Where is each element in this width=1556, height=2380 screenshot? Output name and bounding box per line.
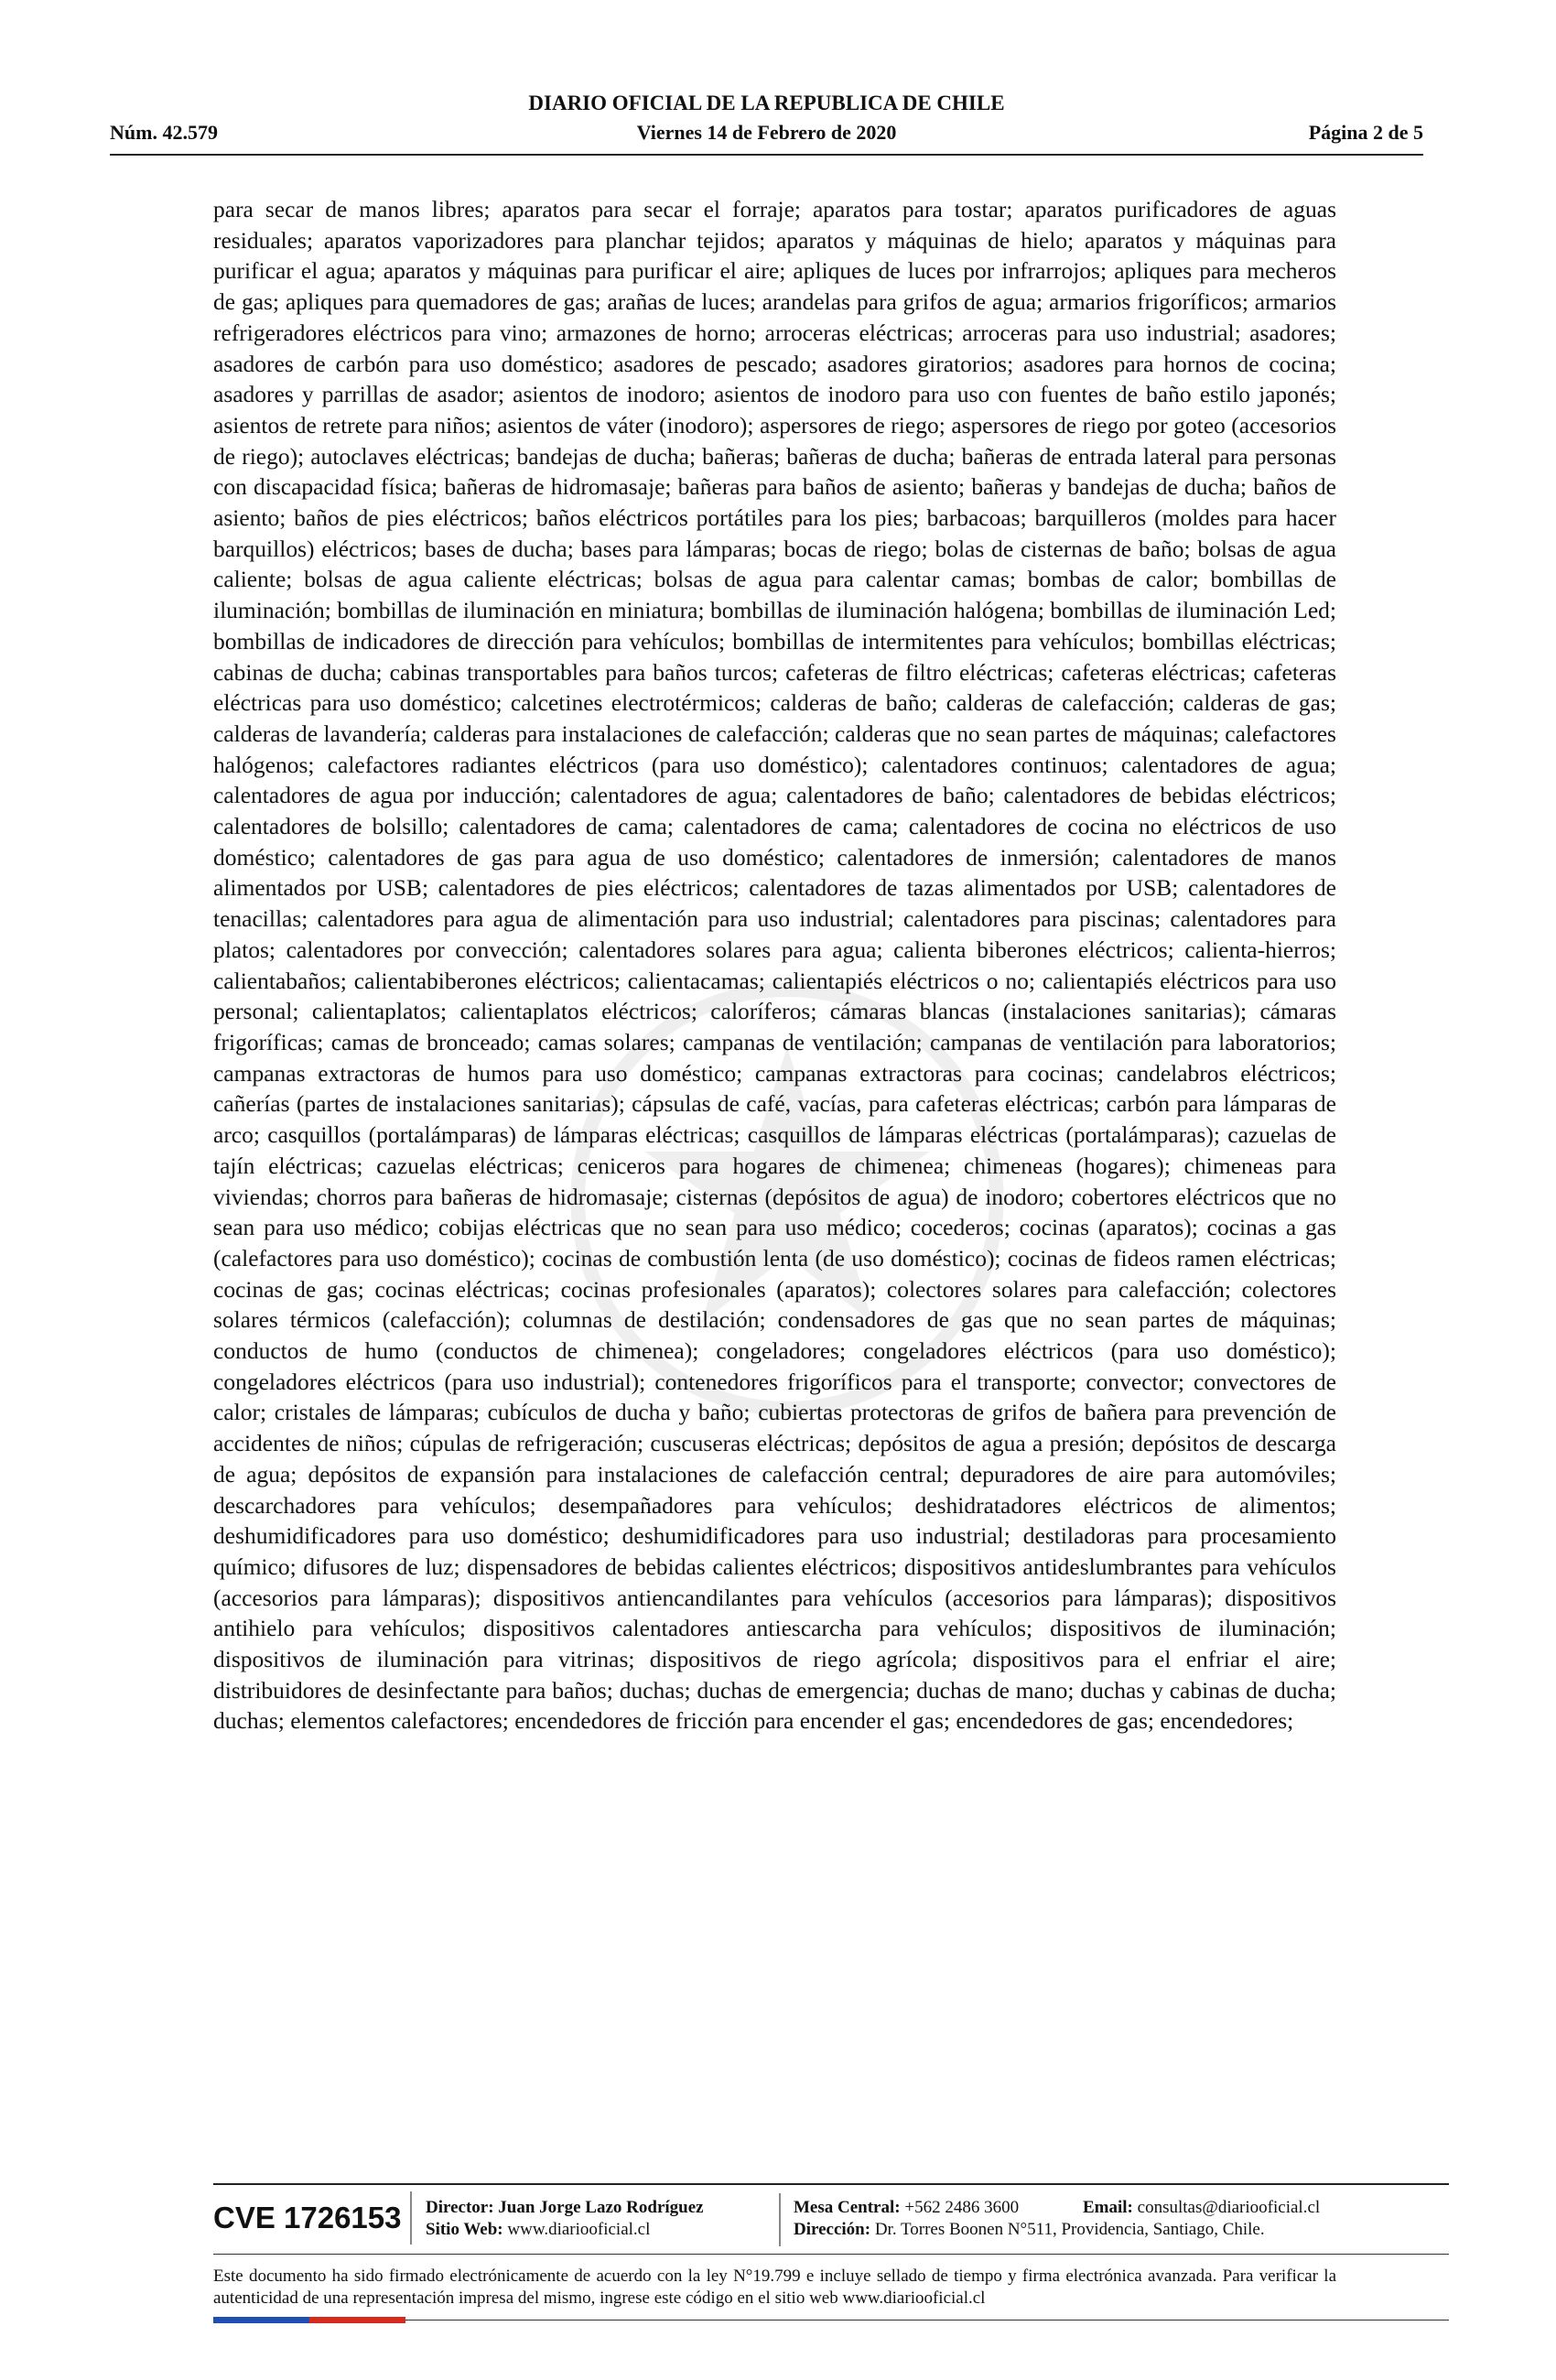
site-label: Sitio Web: bbox=[426, 2220, 503, 2239]
header-divider bbox=[110, 154, 1423, 156]
footer-divider-mid bbox=[213, 2254, 1449, 2255]
address-label: Dirección: bbox=[794, 2220, 871, 2239]
issue-number: Núm. 42.579 bbox=[110, 121, 218, 144]
address-value: Dr. Torres Boonen N°511, Providencia, Santiago, Chile. bbox=[874, 2220, 1265, 2239]
cve-code: CVE 1726153 bbox=[213, 2191, 412, 2245]
issue-date: Viernes 14 de Febrero de 2020 bbox=[636, 121, 897, 144]
document-body-text: para secar de manos libres; aparatos para secar el forraje; aparatos para tostar; aparatos purificadores de aguas residuales; aparatos vaporizadores para planchar tejidos; aparatos y máquinas de hielo; aparatos y máquinas para purificar el agua; aparatos y máquinas para purificar el aire; apliques de luces por infrarrojos; apliques para mecheros de gas; apliques para quemadores de gas; arañas de luces; arandelas para grifos de agua; armarios frigoríficos; armarios refrigeradores eléctricos para vino; armazones de horno; arroceras eléctricas; arroceras para uso industrial; asadores; asadores de carbón para uso doméstico; asadores de pescado; asadores giratorios; asadores para hornos de cocina; asadores y parrillas de asador; asientos de inodoro; asientos de inodoro para uso con fuentes de baño estilo japonés; asientos de retrete para niños; asientos de váter (inodoro); aspersores de riego; aspersores de riego por goteo (accesorios de riego); autoclaves eléctricas; bandejas de ducha; bañeras; bañeras de ducha; bañeras de entrada lateral para personas con discapacidad física; bañeras de hidromasaje; bañeras para baños de asiento; bañeras y bandejas de ducha; baños de asiento; baños de pies eléctricos; baños eléctricos portátiles para los pies; barbacoas; barquilleros (moldes para hacer barquillos) eléctricos; bases de ducha; bases para lámparas; bocas de riego; bolas de cisternas de baño; bolsas de agua caliente; bolsas de agua caliente eléctricas; bolsas de agua para calentar camas; bombas de calor; bombillas de iluminación; bombillas de iluminación en miniatura; bombillas de iluminación halógena; bombillas de iluminación Led; bombillas de indicadores de dirección para vehículos; bombillas de intermitentes para vehículos; bombillas eléctricas; cabinas de ducha; cabinas transportables para baños turcos; cafeteras de filtro eléctricas; cafeteras eléctricas; cafeteras eléctricas para uso doméstico; calcetines electrotérmicos; calderas de baño; calderas de calefacción; calderas de gas; calderas de lavandería; calderas para instalaciones de calefacción; calderas que no sean partes de máquinas; calefactores halógenos; calefactores radiantes eléctricos (para uso doméstico); calentadores continuos; calentadores de agua; calentadores de agua por inducción; calentadores de agua; calentadores de baño; calentadores de bebidas eléctricos; calentadores de bolsillo; calentadores de cama; calentadores de cama; calentadores de cocina no eléctricos de uso doméstico; calentadores de gas para agua de uso doméstico; calentadores de inmersión; calentadores de manos alimentados por USB; calentadores de pies eléctricos; calentadores de tazas alimentados por USB; calentadores de tenacillas; calentadores para agua de alimentación para uso industrial; calentadores para piscinas; calentadores para platos; calentadores por convección; calentadores solares para agua; calienta biberones eléctricos; calienta-hierros; calientabaños; calientabiberones eléctricos; calientacamas; calientapiés eléctricos o no; calientapiés eléctricos para uso personal; calientaplatos; calientaplatos eléctricos; caloríferos; cámaras blancas (instalaciones sanitarias); cámaras frigoríficas; camas de bronceado; camas solares; campanas de ventilación; campanas de ventilación para laboratorios; campanas extractoras de humos para uso doméstico; campanas extractoras para cocinas; candelabros eléctricos; cañerías (partes de instalaciones sanitarias); cápsulas de café, vacías, para cafeteras eléctricas; carbón para lámparas de arco; casquillos (portalámparas) de lámparas eléctricas; casquillos de lámparas eléctricas (portalámparas); cazuelas de tajín eléctricas; cazuelas eléctricas; ceniceros para hogares de chimenea; chimeneas (hogares); chimeneas para viviendas; chorros para bañeras de hidromasaje; cisternas (depósitos de agua) de inodoro; cobertores eléctricos que no sean para uso médico; cobijas eléctricas que no sean para uso médico; cocederos; cocinas (aparatos); cocinas a gas (calefactores para uso doméstico); cocinas de combustión lenta (de uso doméstico); cocinas de fideos ramen eléctricas; cocinas de gas; cocinas eléctricas; cocinas profesionales (aparatos); colectores solares para calefacción; colectores solares térmicos (calefacción); columnas de destilación; condensadores de gas que no sean partes de máquinas; conductos de humo (conductos de chimenea); congeladores; congeladores eléctricos (para uso doméstico); congeladores eléctricos (para uso industrial); contenedores frigoríficos para el transporte; convector; convectores de calor; cristales de lámparas; cubículos de ducha y baño; cubiertas protectoras de grifos de bañera para prevención de accidentes de niños; cúpulas de refrigeración; cuscuseras eléctricas; depósitos de agua a presión; depósitos de descarga de agua; depósitos de expansión para instalaciones de calefacción central; depuradores de aire para automóviles; descarchadores para vehículos; desempañadores para vehículos; deshidratadores eléctricos de alimentos; deshumidificadores para uso doméstico; deshumidificadores para uso industrial; destiladoras para procesamiento químico; difusores de luz; dispensadores de bebidas calientes eléctricos; dispositivos antideslumbrantes para vehículos (accesorios para lámparas); dispositivos antiencandilantes para vehículos (accesorios para lámparas); dispositivos antihielo para vehículos; dispositivos calentadores antiescarcha para vehículos; dispositivos de iluminación; dispositivos de iluminación para vitrinas; dispositivos de riego agrícola; dispositivos para el enfriar el aire; distribuidores de desinfectante para baños; duchas; duchas de emergencia; duchas de mano; duchas y cabinas de ducha; duchas; elementos calefactores; encendedores de fricción para encender el gas; encendedores de gas; encendedores; bbox=[213, 196, 1336, 1735]
page-header bbox=[110, 92, 1423, 157]
phone-label: Mesa Central: bbox=[794, 2198, 901, 2217]
page-footer bbox=[213, 2190, 1449, 2254]
footer-contact-block bbox=[779, 2193, 1321, 2246]
publication-title: DIARIO OFICIAL DE LA REPUBLICA DE CHILE bbox=[528, 92, 1005, 114]
director-label: Director: bbox=[426, 2198, 494, 2217]
footer-divider-top bbox=[213, 2183, 1449, 2185]
page-indicator: Página 2 de 5 bbox=[1308, 121, 1423, 144]
footer-director-block bbox=[426, 2197, 704, 2241]
email-link[interactable]: consultas@diariooficial.cl bbox=[1137, 2198, 1321, 2217]
chile-flag-stripe bbox=[213, 2317, 405, 2323]
flag-red-segment bbox=[309, 2317, 405, 2323]
signature-disclaimer: Este documento ha sido firmado electrónicamente de acuerdo con la ley N°19.799 e incluye sellado de tiempo y firma electrónica avanzada. Para verificar la autenticidad de una representación impresa del mismo, ingrese este código en el sitio web www.diariooficial.cl bbox=[213, 2266, 1336, 2308]
email-label: Email: bbox=[1083, 2198, 1133, 2217]
flag-blue-segment bbox=[213, 2317, 309, 2323]
director-name: Juan Jorge Lazo Rodríguez bbox=[498, 2198, 704, 2217]
header-meta-row bbox=[110, 121, 1423, 148]
site-link[interactable]: www.diariooficial.cl bbox=[507, 2220, 651, 2239]
phone-value: +562 2486 3600 bbox=[904, 2198, 1020, 2217]
